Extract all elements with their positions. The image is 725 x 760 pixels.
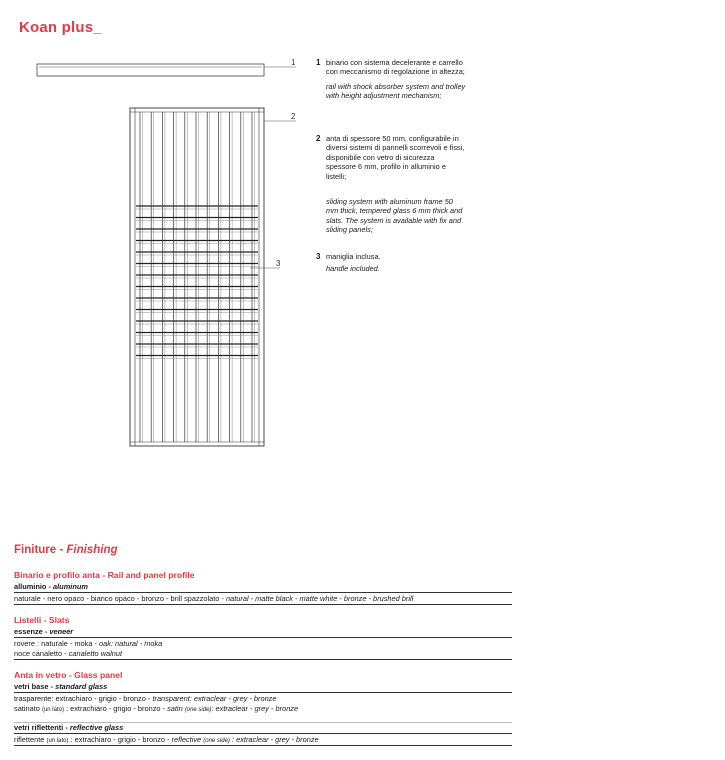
section-subheading (14, 682, 512, 693)
finishing-title (14, 544, 118, 556)
finish-row (14, 694, 512, 704)
section-subheading (14, 582, 512, 593)
note-text-en: rail with shock absorber system and trolley with height adjustment mechanism; (326, 81, 466, 101)
divider (14, 604, 512, 605)
row-part: satinato (14, 704, 42, 713)
finish-row (14, 594, 512, 604)
rail-drawing (37, 64, 296, 76)
finishing-title-en: Finishing (66, 544, 118, 556)
panel-frame (130, 108, 264, 446)
page-title: Koan plus_ (19, 19, 102, 36)
section-heading: Listelli - Slats (14, 615, 70, 625)
sub-it: essenze - (14, 627, 50, 636)
row-it: trasparente: extrachiaro - grigio - bronzo - (14, 694, 153, 703)
section-slats (14, 615, 512, 660)
row-en: oak: natural - moka (99, 639, 163, 648)
sub-it: vetri riflettenti - (14, 723, 70, 732)
panel-drawing (130, 108, 264, 446)
sub-it: alluminio - (14, 582, 54, 591)
row-en: : extraclear - grey - bronze (229, 735, 319, 744)
sub-en: standard glass (55, 682, 108, 691)
note-3 (316, 252, 466, 274)
sub-en: aluminum (53, 582, 88, 591)
sub-it: vetri base - (14, 682, 56, 691)
section-heading: Binario e profilo anta - Rail and panel profile (14, 570, 195, 580)
callout-3: 3 (276, 259, 281, 268)
note-text-it: anta di spessore 50 mm, configurabile in diversi sistemi di pannelli scorrevoli e fissi, disponibile con vetro di sicurezza spessore 6 mm, profilo in alluminio e listelli; (326, 134, 465, 181)
note-text-en: sliding system with aluminum frame 50 mm thick, tempered glass 6 mm thick and slats. The system is available with fix and sliding panels; (326, 197, 463, 235)
row-en: transparent: extraclear - grey - bronze (152, 694, 277, 703)
sub-en: veneer (49, 627, 74, 636)
row-small: (un lato) (41, 707, 64, 713)
row-en: satin (167, 704, 185, 713)
divider (14, 745, 512, 746)
divider (14, 659, 512, 660)
row-part: riflettente (14, 735, 47, 744)
row-it: naturale - nero opaco - bianco opaco - bronzo - brill spazzolato - (14, 594, 226, 603)
note-number: 1 (316, 58, 321, 67)
note-number: 3 (316, 252, 321, 261)
row-part: : extrachiaro - grigio - bronzo - (68, 735, 172, 744)
finishing-title-it: Finiture - (14, 544, 67, 556)
note-text-en: handle included. (326, 264, 380, 274)
row-en: reflective (171, 735, 204, 744)
row-en: : extraclear - grey - bronze (211, 704, 299, 713)
callout-2: 2 (291, 112, 296, 121)
section-heading: Anta in vetro - Glass panel (14, 670, 123, 680)
note-1 (316, 58, 466, 101)
row-en: natural - matte black - matte white - bronze - brushed brill (225, 594, 414, 603)
finish-row (14, 735, 512, 745)
note-number: 2 (316, 134, 321, 143)
section-glass (14, 670, 512, 746)
note-text-it: maniglia inclusa. (326, 252, 381, 261)
callout-1: 1 (291, 58, 296, 67)
finish-row (14, 639, 512, 649)
row-en-small: (one side) (184, 707, 212, 713)
row-en-small: (one side) (203, 738, 230, 744)
row-small: (un lato) (46, 738, 69, 744)
row-it: rovere : naturale - moka - (14, 639, 100, 648)
row-part: : extrachiaro - grigio - bronzo - (63, 704, 168, 713)
row-it: noce canaletto - (14, 649, 69, 658)
note-2 (316, 134, 466, 235)
section-rail (14, 570, 512, 605)
section-subheading (14, 627, 512, 638)
finish-row (14, 704, 512, 714)
row-en: canaletto walnut (68, 649, 123, 658)
sub-en: reflective glass (69, 723, 124, 732)
section-subheading (14, 723, 512, 734)
note-text-it: binario con sistema decelerante e carrello con meccanismo di regolazione in altezza; (326, 58, 465, 77)
finish-row (14, 649, 512, 659)
